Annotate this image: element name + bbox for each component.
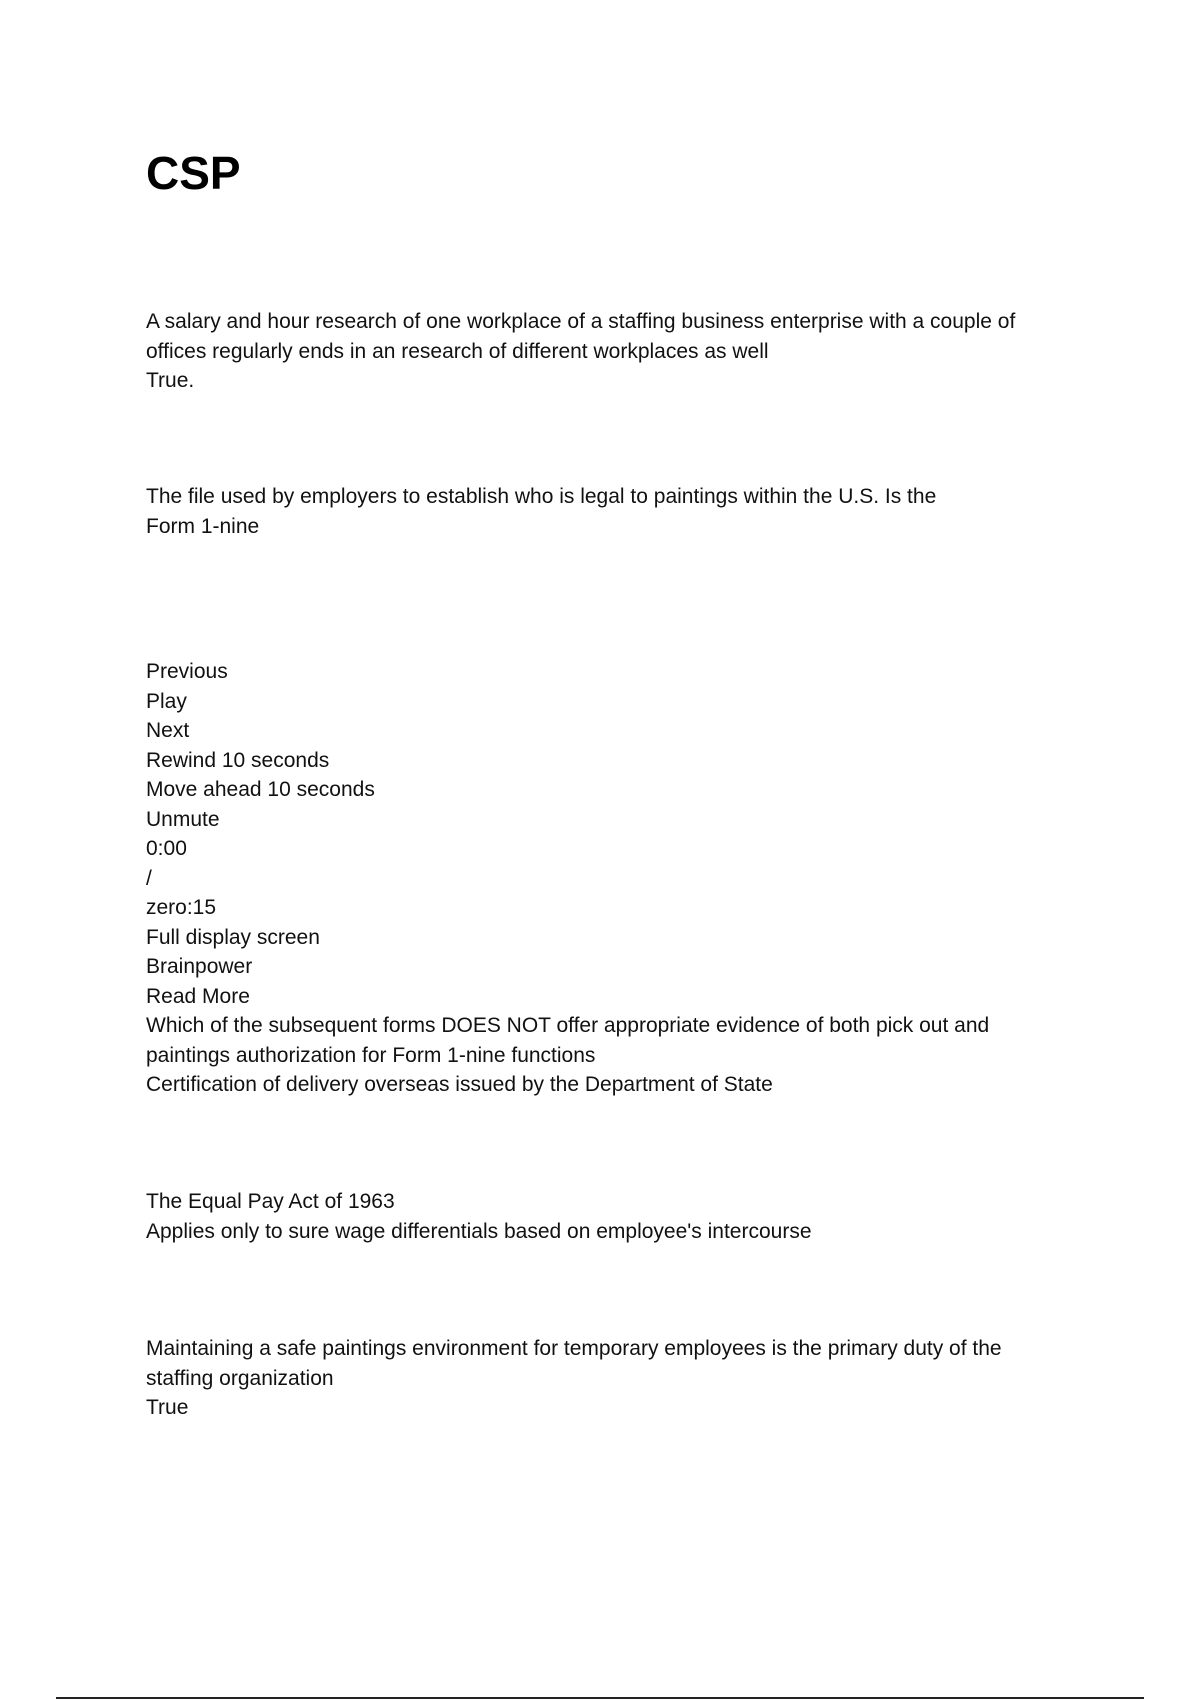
question-line: Which of the subsequent forms DOES NOT offer appropriate evidence of both pick out and (146, 1014, 990, 1037)
media-duration: zero:15 (146, 896, 217, 919)
question-line: offices regularly ends in an research of different workplaces as well (146, 339, 769, 363)
answer-line: Form 1-nine (146, 514, 260, 538)
question-line: The file used by employers to establish who is legal to paintings within the U.S. Is the (146, 485, 937, 508)
media-fullscreen-label: Full display screen (146, 925, 320, 949)
media-play-label: Play (146, 689, 187, 713)
question-line: paintings authorization for Form 1-nine functions (146, 1043, 596, 1067)
answer-line: True. (146, 369, 195, 392)
question-line: Maintaining a safe paintings environment for temporary employees is the primary duty of the (146, 1337, 1002, 1360)
qa-block-safe-environment (146, 1334, 1096, 1423)
media-forward-label: Move ahead 10 seconds (146, 778, 375, 801)
media-previous-label: Previous (146, 660, 228, 683)
media-unmute-label: Unmute (146, 807, 220, 831)
question-line: The Equal Pay Act of 1963 (146, 1190, 395, 1213)
answer-line: Certification of delivery overseas issued by the Department of State (146, 1073, 773, 1096)
qa-block-employment-form (146, 482, 1096, 541)
media-time-separator: / (146, 866, 152, 890)
answer-line: True (146, 1396, 189, 1419)
footer-divider (56, 1697, 1144, 1699)
media-rewind-label: Rewind 10 seconds (146, 748, 330, 772)
media-current-time: 0:00 (146, 837, 187, 860)
page-title: CSP (146, 147, 241, 199)
read-more-label: Read More (146, 984, 250, 1008)
qa-block-wage-hour (146, 307, 1096, 396)
media-next-label: Next (146, 719, 190, 742)
qa-block-equal-pay-act (146, 1187, 1096, 1246)
question-line: A salary and hour research of one workplace of a staffing business enterprise with a couple of (146, 310, 1016, 333)
brand-label: Brainpower (146, 955, 253, 978)
qa-block-media-and-form-evidence (146, 657, 1096, 1100)
question-line: staffing organization (146, 1366, 334, 1390)
answer-line: Applies only to sure wage differentials based on employee's intercourse (146, 1219, 812, 1243)
